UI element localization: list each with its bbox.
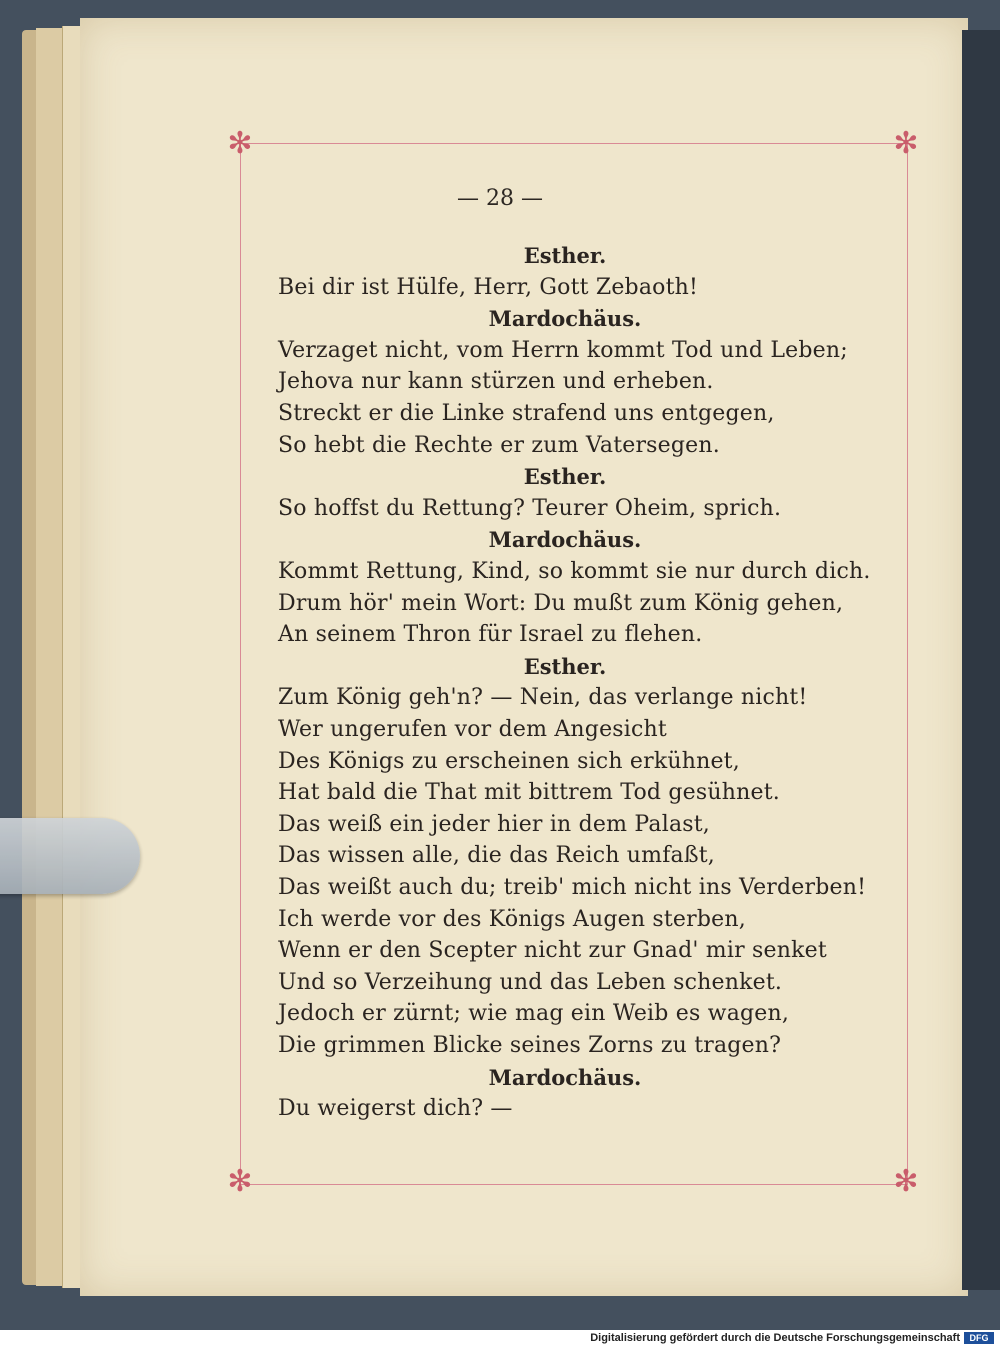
verse-line: So hoffst du Rettung? Teurer Oheim, sprich. <box>278 495 782 521</box>
speaker-name: Esther. <box>523 243 607 268</box>
verse-line: Das weißt auch du; treib' mich nicht ins Verderben! <box>278 875 867 900</box>
floral-corner-icon: ✻ <box>893 126 919 161</box>
verse-line: Du weigerst dich? — <box>278 1096 513 1122</box>
speaker-name: Esther. <box>523 653 607 679</box>
verse-line: So hebt die Rechte er zum Vatersegen. <box>278 432 720 458</box>
verse-line: Ich werde vor des Königs Augen sterben, <box>278 906 746 932</box>
speaker-name: Mardochäus. <box>488 527 642 553</box>
verse-line: Kommt Rettung, Kind, so kommt sie nur durch dich. <box>278 559 871 584</box>
verse-line: Das wissen alle, die das Reich umfaßt, <box>278 843 715 869</box>
verse-line: An seinem Thron für Israel zu flehen. <box>278 622 703 648</box>
verse-line: Wenn er den Scepter nicht zur Gnad' mir senket <box>278 938 827 964</box>
verse-line: Die grimmen Blicke seines Zorns zu tragen? <box>278 1033 782 1058</box>
verse-line: Hat bald die That mit bittrem Tod gesühnet. <box>278 780 780 806</box>
verse-line: Jehova nur kann stürzen und erheben. <box>278 369 714 395</box>
verse-line: Verzaget nicht, vom Herrn kommt Tod und Leben; <box>278 337 848 363</box>
verse-line: Bei dir ist Hülfe, Herr, Gott Zebaoth! <box>278 274 699 300</box>
bookmark-tab <box>0 818 140 894</box>
verse-line: Drum hör' mein Wort: Du mußt zum König gehen, <box>278 590 844 616</box>
verse-line: Wer ungerufen vor dem Angesicht <box>278 717 667 742</box>
speaker-name: Mardochäus. <box>488 306 642 332</box>
verse-line: Und so Verzeihung und das Leben schenket. <box>278 969 783 995</box>
page-number: — 28 — <box>457 186 543 211</box>
speaker-name: Mardochäus. <box>488 1064 642 1090</box>
floral-corner-icon: ✻ <box>227 1164 253 1199</box>
verse-line: Das weiß ein jeder hier in dem Palast, <box>278 811 710 837</box>
verse-line: Jedoch er zürnt; wie mag ein Weib es wagen, <box>278 1001 790 1027</box>
dfg-logo: DFG <box>964 1332 994 1344</box>
floral-corner-icon: ✻ <box>227 126 253 161</box>
funding-credit: Digitalisierung gefördert durch die Deutsche Forschungsgemeinschaft <box>590 1332 960 1344</box>
verse-line: Des Königs zu erscheinen sich erkühnet, <box>278 748 740 774</box>
verse-line: Zum König geh'n? — Nein, das verlange nicht! <box>278 685 808 711</box>
verse-line: Streckt er die Linke strafend uns entgegen, <box>278 401 775 426</box>
speaker-name: Esther. <box>523 464 607 490</box>
floral-corner-icon: ✻ <box>893 1164 919 1199</box>
